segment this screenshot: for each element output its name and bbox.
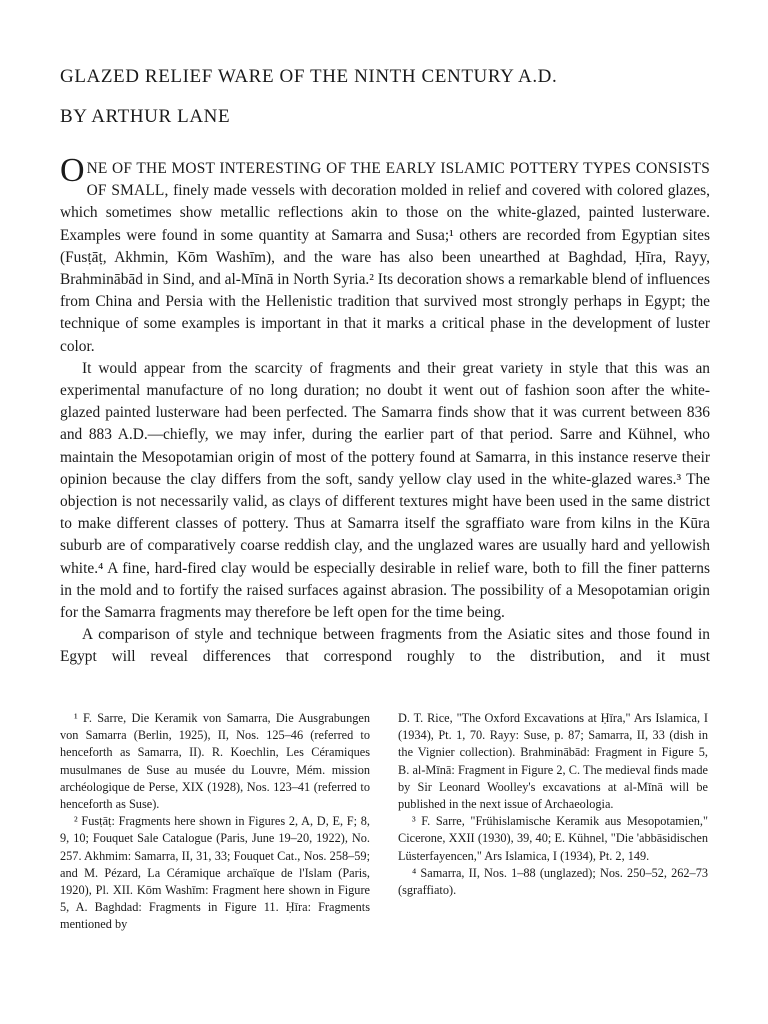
article-body (60, 152, 710, 669)
footnotes-left-column (60, 710, 370, 934)
paragraph-3: A comparison of style and technique between fragments from the Asiatic sites and those found in Egypt will reveal differences that correspond roughly to the distribution, and it must (60, 626, 710, 666)
footnote-2: ² Fusṭāṭ: Fragments here shown in Figures 2, A, D, E, F; 8, 9, 10; Fouquet Sale Catalogue (Paris, June 19–20, 1922), No. 257. Akhmim: Samarra, II, 31, 33; Fouquet Cat., Nos. 258–59; and M. Pézard, La Céramique archaïque de l'Islam (Paris, 1920), Pl. XII. Kōm Washīm: Fragment here shown in Figure 5, A. Baghdad: Fragments in Figure 11. Ḥīra: Fragments mentioned by (60, 814, 370, 932)
drop-cap: O (60, 152, 85, 189)
paragraph-1 (60, 152, 710, 358)
footnotes-right-column (398, 710, 708, 934)
footnote-2-continued: D. T. Rice, "The Oxford Excavations at Ḥīra," Ars Islamica, I (1934), Pt. 1, 70. Rayy: Suse, p. 87; Samarra, II, 33 (dish in the Vignier collection). Brahminābād: Fragment in Figure 5, B. al-Mīnā: Fragment in Figure 2, C. The medieval finds made by Sir Leonard Woolley's excavations at al-Mīnā will be published in the next issue of Archaeologia. (398, 711, 708, 812)
footnote-3: ³ F. Sarre, "Frühislamische Keramik aus Mesopotamien," Cicerone, XXII (1930), 39, 40; E. Kühnel, "Die 'abbāsidischen Lüsterfayencen," Ars Islamica, I (1934), Pt. 2, 149. (398, 814, 708, 863)
article-author: BY ARTHUR LANE (60, 106, 231, 127)
paragraph-1-text: finely made vessels with decoration molded in relief and covered with colored glazes, which sometimes show metallic reflections akin to those on the white-glazed, painted lusterware. Examples were found in some quantity at Samarra and Susa;¹ others are recorded from Egyptian sites (Fusṭāṭ, Akhmin, Kōm Washīm), and the ware has also been unearthed at Baghdad, Ḥīra, Rayy, Brahminābād in Sind, and al-Mīnā in North Syria.² Its decoration shows a remarkable blend of influences from China and Persia with the Hellenistic tradition that survived most strongly perhaps in Egypt; the technique of some examples is important in that it marks a critical phase in the development of luster color. (60, 182, 710, 355)
footnote-4: ⁴ Samarra, II, Nos. 1–88 (unglazed); Nos. 250–52, 262–73 (sgraffiato). (398, 865, 708, 898)
article-page (60, 0, 708, 1024)
footnote-1: ¹ F. Sarre, Die Keramik von Samarra, Die Ausgrabungen von Samarra (Berlin, 1925), II, Nos. 125–46 (referred to henceforth as Samarra, II). R. Koechlin, Les Céramiques musulmanes de Suse au musée du Louvre, Mém. mission archéologique de Perse, XIX (1928), Nos. 123–41 (referred to henceforth as Suse). (60, 711, 370, 812)
article-title: GLAZED RELIEF WARE OF THE NINTH CENTURY A.D. (60, 66, 558, 87)
footnotes (60, 710, 708, 934)
lead-in-small-caps: NE OF THE MOST INTERESTING OF THE EARLY ISLAMIC POTTERY TYPES CONSISTS OF SMALL, (86, 160, 710, 200)
paragraph-2: It would appear from the scarcity of fragments and their great variety in style that this was an experimental manufacture of no long duration; no doubt it went out of fashion soon after the white-glazed painted lusterware had been perfected. The Samarra finds show that it was current between 836 and 883 A.D.—chiefly, we may infer, during the earlier part of that period. Sarre and Kühnel, who maintain the Mesopotamian origin of most of the pottery found at Samarra, in this instance reserve their opinion because the clay differs from the soft, sandy yellow clay used in the white-glazed wares.³ The objection is not necessarily valid, as clays of different textures might have been used in the same district to make different classes of pottery. Thus at Samarra itself the sgraffiato ware from kilns in the Kūra suburb are of comparatively coarse reddish clay, and the unglazed wares are usually hard and yellowish white.⁴ A fine, hard-fired clay would be especially desirable in relief ware, both to fill the finer patterns in the mold and to fortify the raised surfaces against abrasion. The possibility of a Mesopotamian origin for the Samarra fragments may therefore be left open for the time being. (60, 359, 710, 622)
